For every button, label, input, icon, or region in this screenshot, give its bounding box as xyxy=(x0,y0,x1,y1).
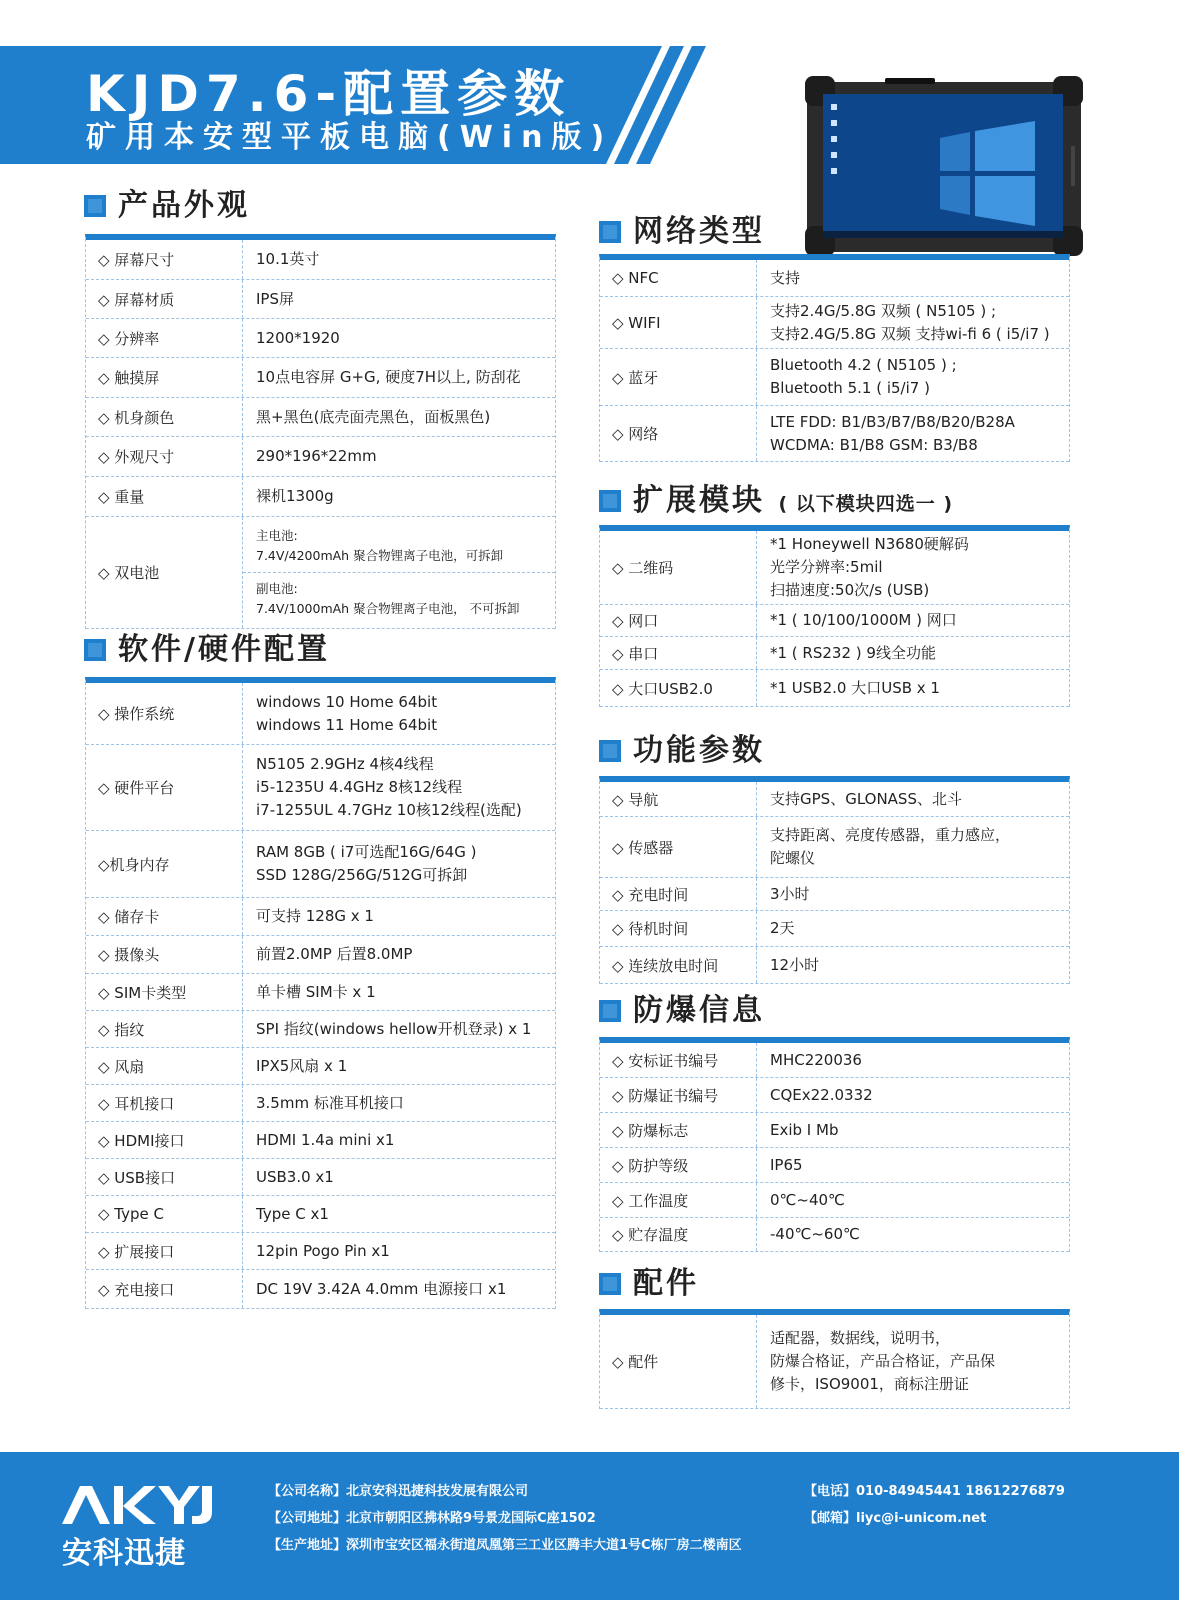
table-row xyxy=(86,683,555,745)
section-heading-accessories xyxy=(599,1264,1069,1304)
row-label: ◇ 外观尺寸 xyxy=(86,437,243,476)
row-value xyxy=(757,297,1069,348)
row-value xyxy=(757,1183,1069,1217)
row-value xyxy=(757,782,1069,816)
row-value xyxy=(757,1043,1069,1077)
row-label: ◇ 网口 xyxy=(600,605,757,636)
section-heading-explosion xyxy=(599,991,1069,1031)
table-row xyxy=(600,1043,1069,1078)
row-value-line: 3小时 xyxy=(770,884,810,903)
table-row xyxy=(600,1183,1069,1218)
row-value-line: 支持2.4G/5.8G 双频 支持wi-fi 6 ( i5/i7 ) xyxy=(770,324,1050,343)
section-title: 软件/硬件配置 xyxy=(118,632,330,667)
row-value-line: 光学分辨率:5mil xyxy=(770,558,883,576)
row-value-line: 防爆合格证，产品合格证，产品保 xyxy=(770,1352,996,1370)
table-row xyxy=(86,358,555,398)
row-label: ◇ HDMI接口 xyxy=(86,1122,243,1158)
table-row xyxy=(600,817,1069,878)
row-value-line: IPX5风扇 x 1 xyxy=(256,1056,348,1075)
row-value-line: USB3.0 x1 xyxy=(256,1167,334,1186)
table-row xyxy=(86,437,555,477)
row-value xyxy=(243,319,555,357)
row-value-line: SPI 指纹(windows hellow开机登录) x 1 xyxy=(256,1019,532,1038)
table-row xyxy=(86,1233,555,1270)
row-value-line: 陀螺仪 xyxy=(770,849,816,867)
row-label: ◇ 储存卡 xyxy=(86,898,243,935)
row-value xyxy=(757,406,1069,461)
row-label: ◇ 硬件平台 xyxy=(86,745,243,830)
table-row xyxy=(600,911,1069,947)
row-value xyxy=(757,947,1069,983)
section-heading-network xyxy=(599,212,1069,252)
software-table xyxy=(85,677,556,1309)
footer xyxy=(0,1452,1179,1600)
row-value-line: 单卡槽 SIM卡 x 1 xyxy=(256,982,376,1001)
network-table xyxy=(599,254,1070,462)
section-heading-appearance xyxy=(84,186,554,226)
row-value xyxy=(757,260,1069,296)
section-title: 网络类型 xyxy=(633,214,765,249)
accessories-table xyxy=(599,1309,1070,1409)
row-value-line: 副电池: xyxy=(243,572,555,599)
row-value-line: 修卡，ISO9001，商标注册证 xyxy=(770,1375,969,1393)
row-label: ◇ 工作温度 xyxy=(600,1183,757,1217)
section-square-icon xyxy=(599,490,621,512)
row-label: ◇ 安标证书编号 xyxy=(600,1043,757,1077)
section-square-icon xyxy=(84,639,106,661)
table-row xyxy=(600,1315,1069,1409)
table-row xyxy=(600,878,1069,911)
row-value-line: 裸机1300g xyxy=(256,487,334,505)
row-label: ◇ 机身颜色 xyxy=(86,398,243,436)
row-value-line: N5105 2.9GHz 4核4线程 xyxy=(256,755,434,773)
row-value xyxy=(243,1011,555,1047)
table-row xyxy=(600,947,1069,984)
row-value-line: 10点电容屏 G+G, 硬度7H以上, 防刮花 xyxy=(256,368,521,386)
row-value-line: 2天 xyxy=(770,919,795,937)
row-value xyxy=(243,280,555,318)
row-value-line: windows 11 Home 64bit xyxy=(256,715,438,734)
table-row xyxy=(600,531,1069,605)
table-row xyxy=(600,782,1069,817)
row-value xyxy=(243,517,555,628)
section-title: 功能参数 xyxy=(633,733,765,768)
section-heading-expansion xyxy=(599,481,1069,521)
table-row xyxy=(86,974,555,1011)
row-label: ◇ USB接口 xyxy=(86,1159,243,1195)
table-row xyxy=(86,1270,555,1309)
row-label: ◇ 触摸屏 xyxy=(86,358,243,397)
section-title xyxy=(633,481,953,524)
section-square-icon xyxy=(84,195,106,217)
table-row xyxy=(86,240,555,280)
section-heading-software xyxy=(84,630,554,670)
table-row xyxy=(86,1159,555,1196)
table-row xyxy=(86,398,555,437)
row-value-line: DC 19V 3.42A 4.0mm 电源接口 x1 xyxy=(256,1279,507,1298)
section-square-icon xyxy=(599,740,621,762)
row-label: ◇ 风扇 xyxy=(86,1048,243,1084)
table-row xyxy=(600,670,1069,707)
section-square-icon xyxy=(599,1000,621,1022)
row-label: ◇ 防护等级 xyxy=(600,1148,757,1182)
table-row xyxy=(86,517,555,629)
function-table xyxy=(599,776,1070,984)
row-value xyxy=(243,398,555,436)
table-row xyxy=(86,831,555,898)
row-label: ◇ 分辨率 xyxy=(86,319,243,357)
row-value xyxy=(243,1122,555,1158)
row-label: ◇ 导航 xyxy=(600,782,757,816)
row-value-line: IPS屏 xyxy=(256,289,294,308)
row-value-line: LTE FDD: B1/B3/B7/B8/B20/B28A xyxy=(770,412,1015,431)
row-value-line: RAM 8GB ( i7可选配16G/64G ) xyxy=(256,843,477,861)
company-logo-text: 安科迅捷 xyxy=(62,1536,186,1571)
row-value xyxy=(243,1270,555,1308)
row-label: ◇ 充电接口 xyxy=(86,1270,243,1308)
row-label: ◇ 防爆标志 xyxy=(600,1113,757,1147)
row-value-line: 扫描速度:50次/s (USB) xyxy=(770,581,930,599)
table-row xyxy=(86,319,555,358)
row-value-line: 7.4V/4200mAh 聚合物锂离子电池，可拆卸 xyxy=(256,548,504,563)
page-subtitle: 矿用本安型平板电脑(Win版) xyxy=(86,120,614,155)
row-label: ◇ 二维码 xyxy=(600,531,757,604)
row-value-line: 1200*1920 xyxy=(256,328,340,347)
table-row xyxy=(86,936,555,974)
row-value-line: 前置2.0MP 后置8.0MP xyxy=(256,945,413,963)
table-row xyxy=(600,605,1069,637)
table-row xyxy=(600,260,1069,297)
row-value xyxy=(757,637,1069,669)
row-value-line: Type C x1 xyxy=(256,1204,329,1223)
row-value-line: *1 ( 10/100/1000M ) 网口 xyxy=(770,611,957,629)
row-value-line: Bluetooth 4.2 ( N5105 ) ; xyxy=(770,356,957,374)
section-square-icon xyxy=(599,221,621,243)
row-value-line: 支持GPS、GLONASS、北斗 xyxy=(770,789,962,808)
row-value xyxy=(757,911,1069,946)
row-value xyxy=(757,878,1069,910)
row-value-line: 3.5mm 标准耳机接口 xyxy=(256,1093,404,1112)
row-value-line: *1 ( RS232 ) 9线全功能 xyxy=(770,643,936,662)
row-label: ◇ 扩展接口 xyxy=(86,1233,243,1269)
row-label: ◇ 耳机接口 xyxy=(86,1085,243,1121)
row-label: ◇ 充电时间 xyxy=(600,878,757,910)
row-value xyxy=(757,817,1069,877)
row-value-line: MHC220036 xyxy=(770,1050,862,1069)
section-title-text: 扩展模块 xyxy=(633,483,765,518)
row-value-line: 12pin Pogo Pin x1 xyxy=(256,1241,390,1260)
row-value-line: CQEx22.0332 xyxy=(770,1085,873,1104)
row-value-line: 12小时 xyxy=(770,955,820,974)
row-value-line: SSD 128G/256G/512G可拆卸 xyxy=(256,866,468,884)
row-label: ◇ 蓝牙 xyxy=(600,349,757,405)
table-row xyxy=(86,1085,555,1122)
row-value-line: 10.1英寸 xyxy=(256,250,320,268)
section-heading-function xyxy=(599,731,1069,771)
row-value xyxy=(243,936,555,973)
row-label: ◇ 大口USB2.0 xyxy=(600,670,757,706)
company-name: 【公司名称】北京安科迅捷科技发展有限公司 xyxy=(268,1484,529,1499)
email: 【邮箱】liyc@i-unicom.net xyxy=(804,1511,987,1526)
row-value-line: 黑+黑色(底壳面壳黑色，面板黑色) xyxy=(256,407,491,426)
table-row xyxy=(600,637,1069,670)
row-value xyxy=(757,1315,1069,1408)
row-value-line: WCDMA: B1/B8 GSM: B3/B8 xyxy=(770,435,978,454)
row-value-line: 0℃~40℃ xyxy=(770,1190,845,1209)
table-row xyxy=(600,1078,1069,1113)
row-value xyxy=(243,240,555,279)
company-address: 【公司地址】北京市朝阳区拂林路9号景龙国际C座1502 xyxy=(268,1511,596,1526)
row-label: ◇ 串口 xyxy=(600,637,757,669)
table-row xyxy=(86,1122,555,1159)
section-note: ( 以下模块四选一 ) xyxy=(778,493,954,515)
row-value xyxy=(243,745,555,830)
row-value-line: IP65 xyxy=(770,1155,803,1174)
row-value-line: 290*196*22mm xyxy=(256,447,377,465)
row-label: ◇ SIM卡类型 xyxy=(86,974,243,1010)
row-label: ◇ 防爆证书编号 xyxy=(600,1078,757,1112)
table-row xyxy=(86,1011,555,1048)
section-square-icon xyxy=(599,1273,621,1295)
row-value xyxy=(243,1048,555,1084)
row-value-line: *1 USB2.0 大口USB x 1 xyxy=(770,678,940,697)
table-row xyxy=(600,1148,1069,1183)
row-label: ◇ 重量 xyxy=(86,477,243,516)
row-value xyxy=(757,1148,1069,1182)
row-value xyxy=(243,1159,555,1195)
table-row xyxy=(600,349,1069,406)
row-value xyxy=(757,1218,1069,1251)
row-value xyxy=(243,898,555,935)
table-row xyxy=(86,280,555,319)
row-value-line: Bluetooth 5.1 ( i5/i7 ) xyxy=(770,379,930,397)
row-label: ◇ WIFI xyxy=(600,297,757,348)
table-row xyxy=(600,297,1069,349)
row-value xyxy=(757,1113,1069,1147)
phone: 【电话】010-84945441 18612276879 xyxy=(804,1484,1065,1499)
section-title: 配件 xyxy=(633,1266,699,1301)
row-value xyxy=(243,358,555,397)
row-value-line: HDMI 1.4a mini x1 xyxy=(256,1130,395,1149)
row-value xyxy=(757,531,1069,604)
production-address: 【生产地址】深圳市宝安区福永街道凤凰第三工业区腾丰大道1号C栋厂房二楼南区 xyxy=(268,1538,742,1553)
table-row xyxy=(86,477,555,517)
row-value-line: 支持2.4G/5.8G 双频 ( N5105 ) ; xyxy=(770,301,997,320)
row-label: ◇ 连续放电时间 xyxy=(600,947,757,983)
row-value-line: 适配器，数据线，说明书， xyxy=(770,1329,951,1347)
row-label: ◇ 屏幕材质 xyxy=(86,280,243,318)
row-label: ◇ Type C xyxy=(86,1196,243,1232)
row-label: ◇ 操作系统 xyxy=(86,683,243,744)
row-value-line: 7.4V/1000mAh 聚合物锂离子电池， 不可拆卸 xyxy=(256,601,520,616)
row-value xyxy=(757,349,1069,405)
explosion-table xyxy=(599,1037,1070,1252)
row-value-line: 支持 xyxy=(770,268,801,287)
row-value xyxy=(243,1196,555,1232)
section-title: 产品外观 xyxy=(118,188,250,223)
table-row xyxy=(600,406,1069,462)
row-value-line: Exib I Mb xyxy=(770,1120,839,1139)
row-value-line: 主电池: xyxy=(256,528,298,543)
row-label: ◇ 配件 xyxy=(600,1315,757,1408)
table-row xyxy=(86,1196,555,1233)
row-value-line: *1 Honeywell N3680硬解码 xyxy=(770,535,969,553)
row-value xyxy=(243,683,555,744)
row-label: ◇机身内存 xyxy=(86,831,243,897)
row-value xyxy=(757,1078,1069,1112)
page-title: KJD7.6-配置参数 xyxy=(86,65,572,123)
row-value xyxy=(757,605,1069,636)
section-title: 防爆信息 xyxy=(633,993,765,1028)
row-value xyxy=(243,437,555,476)
row-value xyxy=(243,1085,555,1121)
row-value xyxy=(243,974,555,1010)
row-value xyxy=(243,831,555,897)
row-value-line: windows 10 Home 64bit xyxy=(256,692,438,711)
row-value xyxy=(243,477,555,516)
table-row xyxy=(600,1113,1069,1148)
row-label: ◇ 网络 xyxy=(600,406,757,461)
company-logo-icon xyxy=(62,1486,214,1524)
row-label: ◇ 指纹 xyxy=(86,1011,243,1047)
row-value-line: -40℃~60℃ xyxy=(770,1225,860,1243)
row-label: ◇ 屏幕尺寸 xyxy=(86,240,243,279)
table-row xyxy=(600,1218,1069,1252)
row-value-line: i7-1255UL 4.7GHz 10核12线程(选配) xyxy=(256,801,522,819)
row-label: ◇ 贮存温度 xyxy=(600,1218,757,1251)
row-label: ◇ NFC xyxy=(600,260,757,296)
row-label: ◇ 传感器 xyxy=(600,817,757,877)
row-value xyxy=(243,1233,555,1269)
row-value-line: 支持距离、亮度传感器，重力感应， xyxy=(770,826,1011,844)
table-row xyxy=(86,898,555,936)
row-label: ◇ 双电池 xyxy=(86,517,243,628)
table-row xyxy=(86,1048,555,1085)
row-value-line: i5-1235U 4.4GHz 8核12线程 xyxy=(256,778,463,796)
table-row xyxy=(86,745,555,831)
appearance-table xyxy=(85,234,556,629)
expansion-table xyxy=(599,525,1070,707)
row-value xyxy=(757,670,1069,706)
row-label: ◇ 摄像头 xyxy=(86,936,243,973)
row-label: ◇ 待机时间 xyxy=(600,911,757,946)
row-value-line: 可支持 128G x 1 xyxy=(256,907,374,925)
